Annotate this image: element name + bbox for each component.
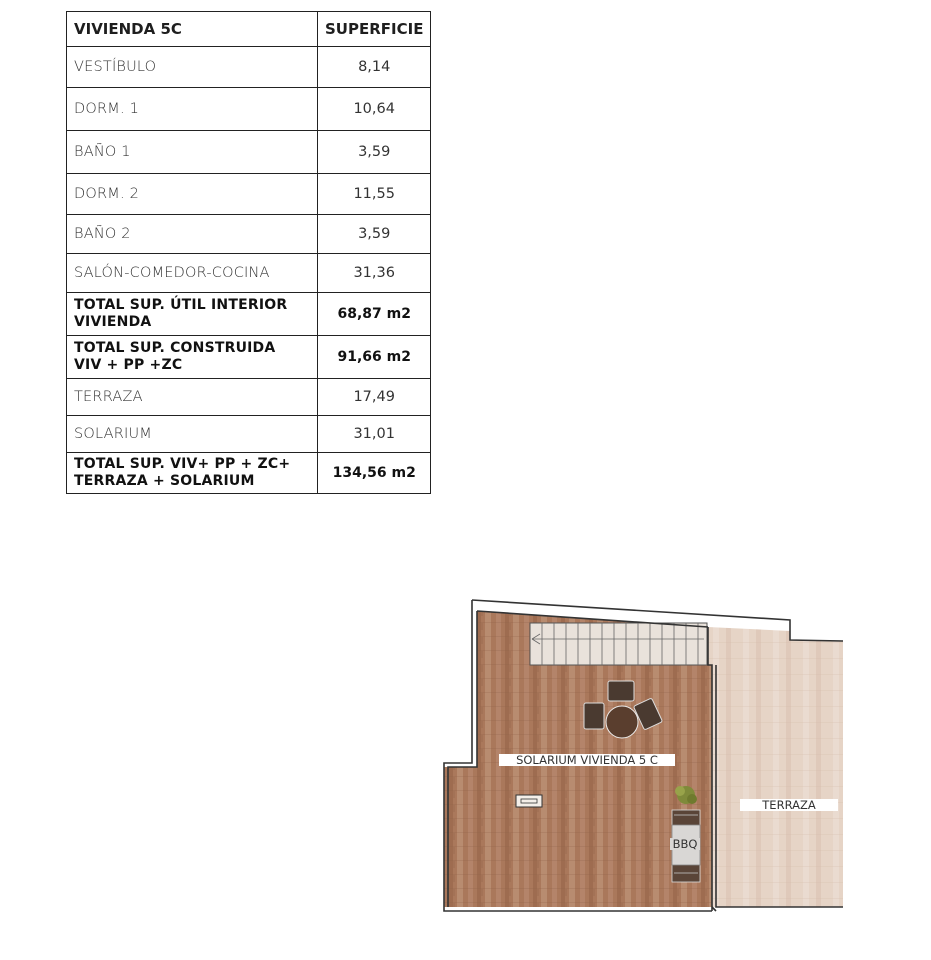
row-value: 10,64	[318, 88, 431, 131]
row-name	[67, 453, 318, 494]
row-value: 11,55	[318, 174, 431, 215]
solarium-label: SOLARIUM VIVIENDA 5 C	[499, 754, 675, 766]
row-name-line1: TOTAL SUP. CONSTRUIDA	[74, 340, 276, 356]
row-name: SALÓN-COMEDOR-COCINA	[67, 254, 318, 293]
table-row	[67, 174, 431, 215]
row-value: 91,66 m2	[318, 336, 431, 379]
row-name-line2: TERRAZA + SOLARIUM	[74, 473, 255, 489]
row-name-line2: VIVIENDA	[74, 314, 152, 330]
row-value: 8,14	[318, 47, 431, 88]
row-name-line1: TOTAL SUP. VIV+ PP + ZC+	[74, 456, 291, 472]
row-name	[67, 336, 318, 379]
table-total-row	[67, 453, 431, 494]
table-header-row	[67, 12, 431, 47]
row-value: 17,49	[318, 379, 431, 416]
table-row	[67, 215, 431, 254]
row-value: 31,01	[318, 416, 431, 453]
table-row	[67, 254, 431, 293]
row-name: TERRAZA	[67, 379, 318, 416]
stairs	[530, 623, 707, 665]
table-row	[67, 47, 431, 88]
row-name: VESTÍBULO	[67, 47, 318, 88]
row-value: 68,87 m2	[318, 293, 431, 336]
table-row	[67, 88, 431, 131]
row-name-line2: VIV + PP +ZC	[74, 357, 183, 373]
row-name-line1: TOTAL SUP. ÚTIL INTERIOR	[74, 297, 288, 313]
bbq-label: BBQ	[670, 838, 700, 850]
header-value: SUPERFICIE	[318, 12, 431, 47]
header-name: VIVIENDA 5C	[67, 12, 318, 47]
floor-plan	[440, 595, 850, 915]
row-name: BAÑO 2	[67, 215, 318, 254]
row-name: BAÑO 1	[67, 131, 318, 174]
row-name	[67, 293, 318, 336]
row-name: SOLARIUM	[67, 416, 318, 453]
terraza-label: TERRAZA	[740, 799, 838, 811]
table-row	[67, 379, 431, 416]
areas-table	[66, 11, 431, 494]
table-row	[67, 416, 431, 453]
table-total-row	[67, 293, 431, 336]
row-value: 134,56 m2	[318, 453, 431, 494]
table-total-row	[67, 336, 431, 379]
drain	[516, 795, 542, 807]
table-row	[67, 131, 431, 174]
terraza-area	[708, 627, 843, 907]
row-name: DORM. 2	[67, 174, 318, 215]
row-name: DORM. 1	[67, 88, 318, 131]
row-value: 3,59	[318, 131, 431, 174]
row-value: 3,59	[318, 215, 431, 254]
row-value: 31,36	[318, 254, 431, 293]
